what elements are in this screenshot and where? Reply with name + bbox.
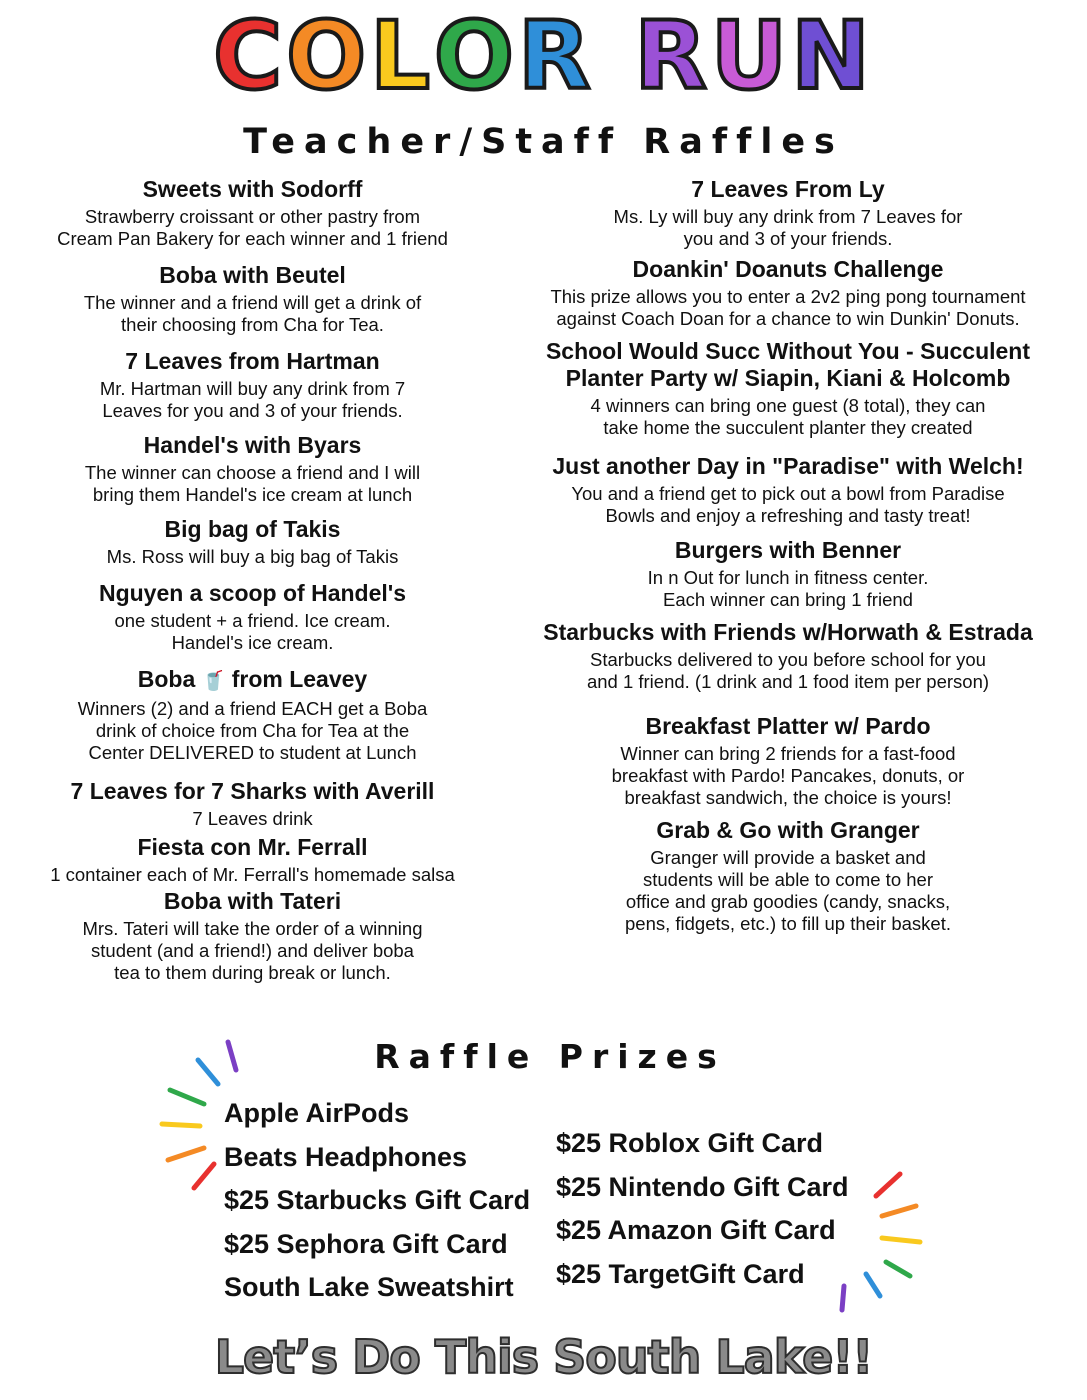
raffle-item	[512, 453, 1064, 527]
raffles-left-column	[10, 176, 495, 984]
raffle-description-line: 1 container each of Mr. Ferrall's homemade salsa	[50, 864, 455, 885]
raffle-description-line: drink of choice from Cha for Tea at the	[95, 720, 410, 741]
raffle-description-line: Bowls and enjoy a refreshing and tasty treat!	[605, 505, 971, 526]
title-letter: L	[370, 2, 435, 111]
raffle-description-line: The winner can choose a friend and I will	[84, 462, 421, 483]
raffle-description-line: students will be able to come to her	[643, 869, 933, 890]
raffle-item	[512, 256, 1064, 330]
raffle-description-line: Ms. Ross will buy a big bag of Takis	[106, 546, 399, 567]
raffle-title: Fiesta con Mr. Ferrall	[137, 834, 368, 860]
raffle-title: Breakfast Platter w/ Pardo	[645, 713, 931, 739]
raffle-title: 7 Leaves for 7 Sharks with Averill	[70, 778, 435, 804]
raffle-title-line: Planter Party w/ Siapin, Kiani & Holcomb	[565, 365, 1011, 391]
raffle-description	[10, 698, 495, 764]
raffle-title: 7 Leaves From Ly	[691, 176, 885, 202]
raffle-item	[10, 348, 495, 422]
burst-stroke	[866, 1274, 880, 1296]
burst-stroke	[198, 1060, 218, 1084]
raffle-title: Just another Day in "Paradise" with Welch!	[552, 453, 1024, 479]
raffle-description	[512, 483, 1064, 527]
title-letter: O	[434, 2, 518, 111]
raffle-description-line: their choosing from Cha for Tea.	[121, 314, 384, 335]
raffle-title: Burgers with Benner	[674, 537, 902, 563]
raffle-item	[10, 834, 495, 886]
raffle-item	[512, 619, 1064, 693]
burst-stroke	[168, 1148, 204, 1160]
raffle-item	[10, 888, 495, 984]
raffle-description-line: tea to them during break or lunch.	[114, 962, 391, 983]
raffle-description-line: breakfast sandwich, the choice is yours!	[624, 787, 952, 808]
raffle-title-part: Boba	[137, 666, 202, 692]
raffle-description	[10, 378, 495, 422]
raffle-description-line: bring them Handel's ice cream at lunch	[92, 484, 413, 505]
prize-item: $25 Roblox Gift Card	[556, 1128, 824, 1158]
raffle-item	[10, 580, 495, 654]
raffle-description-line: you and 3 of your friends.	[683, 228, 893, 249]
raffle-description-line: The winner and a friend will get a drink of	[83, 292, 422, 313]
raffle-description	[512, 743, 1064, 809]
raffle-description-line: Strawberry croissant or other pastry from	[84, 206, 421, 227]
burst-stroke	[228, 1042, 236, 1070]
raffle-description-line: and 1 friend. (1 drink and 1 food item per person)	[586, 671, 990, 692]
color-run-title	[0, 2, 1087, 112]
prize-item: $25 Amazon Gift Card	[556, 1215, 836, 1245]
raffle-description-line: Center DELIVERED to student at Lunch	[88, 742, 417, 763]
prize-item: South Lake Sweatshirt	[224, 1272, 514, 1302]
burst-stroke	[882, 1238, 920, 1242]
raffle-title: Doankin' Doanuts Challenge	[632, 256, 944, 282]
raffle-item	[10, 176, 495, 250]
burst-stroke	[162, 1124, 200, 1126]
raffle-title: Starbucks with Friends w/Horwath & Estrada	[543, 619, 1033, 645]
raffle-item	[10, 666, 495, 764]
raffle-title: Nguyen a scoop of Handel's	[98, 580, 407, 606]
raffle-item	[512, 537, 1064, 611]
raffle-description	[10, 808, 495, 830]
raffle-description-line: Each winner can bring 1 friend	[663, 589, 913, 610]
raffle-item	[512, 713, 1064, 809]
raffle-item	[512, 176, 1064, 250]
title-letter: U	[710, 2, 792, 111]
raffle-item	[512, 817, 1064, 935]
prize-item: Beats Headphones	[224, 1141, 468, 1172]
raffle-title: Sweets with Sodorff	[142, 176, 363, 202]
title-letter: O	[286, 2, 371, 111]
prize-item: $25 TargetGift Card	[556, 1258, 805, 1289]
raffle-title: Boba with Beutel	[159, 262, 346, 288]
burst-stroke	[876, 1174, 900, 1196]
raffle-description-line: breakfast with Pardo! Pancakes, donuts, or	[611, 765, 965, 786]
raffle-item	[512, 338, 1064, 439]
raffle-title	[10, 666, 495, 695]
raffle-title: 7 Leaves from Hartman	[125, 348, 380, 374]
raffle-description-line: You and a friend get to pick out a bowl from Paradise	[571, 483, 1005, 504]
page-subtitle: Teacher/Staff Raffles	[243, 122, 844, 162]
raffle-description	[512, 649, 1064, 693]
raffle-description-line: Leaves for you and 3 of your friends.	[102, 400, 403, 421]
burst-stroke	[170, 1090, 204, 1104]
raffle-description-line: Mr. Hartman will buy any drink from 7	[99, 378, 406, 399]
raffle-description-line: one student + a friend. Ice cream.	[114, 610, 391, 631]
raffle-description-line: Cream Pan Bakery for each winner and 1 friend	[57, 228, 448, 249]
raffle-description	[10, 206, 495, 250]
raffle-description	[512, 206, 1064, 250]
raffle-description-line: In n Out for lunch in fitness center.	[647, 567, 929, 588]
raffles-right-column	[512, 176, 1064, 935]
raffle-description-line: student (and a friend!) and deliver boba	[91, 940, 414, 961]
prize-list-right	[556, 1122, 849, 1296]
raffle-description-line: 7 Leaves drink	[192, 808, 313, 829]
raffle-description-line: This prize allows you to enter a 2v2 ping pong tournament	[550, 286, 1026, 307]
raffle-description-line: Winners (2) and a friend EACH get a Boba	[77, 698, 428, 719]
raffle-description-line: pens, fidgets, etc.) to fill up their basket.	[625, 913, 951, 934]
raffle-description-line: Handel's ice cream.	[171, 632, 334, 653]
prize-item: $25 Nintendo Gift Card	[556, 1171, 849, 1202]
prize-item: $25 Sephora Gift Card	[224, 1228, 508, 1259]
raffle-title: Big bag of Takis	[164, 516, 341, 542]
raffle-description-line: Starbucks delivered to you before school for you	[590, 649, 986, 670]
raffle-description	[10, 610, 495, 654]
raffle-description	[512, 395, 1064, 439]
raffle-description	[10, 918, 495, 984]
raffle-title: Grab & Go with Granger	[656, 817, 920, 843]
raffle-description-line: take home the succulent planter they created	[603, 417, 973, 438]
raffle-description	[10, 462, 495, 506]
raffle-description	[512, 286, 1064, 330]
prize-item: $25 Starbucks Gift Card	[224, 1185, 531, 1215]
raffle-description	[512, 567, 1064, 611]
burst-stroke	[886, 1262, 910, 1276]
raffle-title: Boba with Tateri	[163, 888, 342, 914]
raffle-title-line: School Would Succ Without You - Succulent	[545, 338, 1031, 364]
raffle-item	[10, 516, 495, 568]
title-letter: R	[517, 2, 595, 111]
raffle-description-line: 4 winners can bring one guest (8 total), they can	[590, 395, 986, 416]
boba-drink-icon: 🥤	[201, 671, 226, 692]
raffle-description-line: Ms. Ly will buy any drink from 7 Leaves for	[613, 206, 963, 227]
title-letter: C	[213, 2, 287, 111]
burst-stroke	[882, 1206, 916, 1216]
raffle-prizes-heading: Raffle Prizes	[374, 1037, 726, 1076]
title-letter: N	[791, 2, 874, 111]
prize-item: Apple AirPods	[224, 1098, 410, 1128]
burst-stroke	[194, 1164, 214, 1188]
raffle-description	[10, 292, 495, 336]
raffle-description	[10, 546, 495, 568]
raffle-description	[10, 864, 495, 886]
raffle-description-line: Granger will provide a basket and	[650, 847, 926, 868]
raffle-title	[512, 338, 1064, 392]
footer-slogan: Let’s Do This South Lake!!	[214, 1330, 873, 1384]
raffle-title: Handel's with Byars	[143, 432, 362, 458]
raffle-description-line: Winner can bring 2 friends for a fast-food	[620, 743, 956, 764]
raffle-item	[10, 432, 495, 506]
raffle-description-line: office and grab goodies (candy, snacks,	[625, 891, 951, 912]
raffle-title-part: from Leavey	[225, 666, 368, 692]
prize-list-left	[224, 1092, 530, 1310]
raffle-description-line: against Coach Doan for a chance to win Dunkin' Donuts.	[556, 308, 1020, 329]
raffle-item	[10, 262, 495, 336]
raffle-description	[512, 847, 1064, 935]
raffle-item	[10, 778, 495, 830]
raffle-description-line: Mrs. Tateri will take the order of a winning	[82, 918, 423, 939]
title-letter: R	[634, 2, 711, 111]
